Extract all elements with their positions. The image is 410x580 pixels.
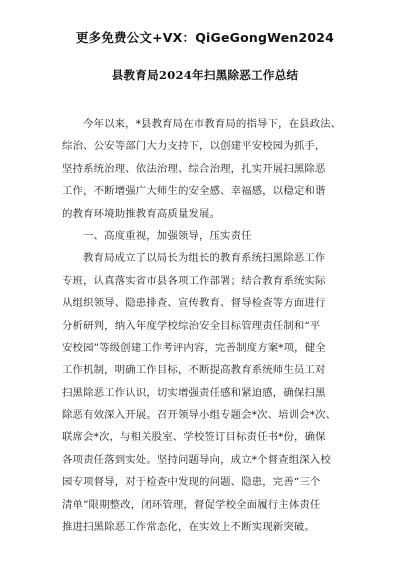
body-line: 各项责任落到实处。坚持问题导向，成立*个督查组深入校 [62, 453, 331, 466]
body-line: 联席会*次，与相关股室、学校签订目标责任书*份，确保 [62, 431, 326, 444]
body-line: 园专项督导，对于检查中发现的问题、隐患，完善“三个 [62, 476, 321, 489]
body-line: 专班，认真落实省市县各项工作部署；结合教育系统实际 [62, 274, 326, 287]
body-line: 综治、公安等部门大力支持下，以创建平安校园为抓手， [62, 140, 326, 153]
body-line: 除恶有效深入开展。召开领导小组专题会*次、培训会*次、 [62, 409, 337, 422]
body-line: 工作机制，明确工作目标，不断提高教育系统师生员工对 [62, 364, 326, 377]
document-title: 县教育局2024年扫黑除恶工作总结 [111, 68, 299, 82]
document-body [62, 113, 358, 538]
header-note: 更多免费公文+VX：QiGeGongWen2024 [75, 30, 335, 45]
body-line: 清单”限期整改，闭环管理，督促学校全面履行主体责任 [62, 498, 321, 511]
body-line: 扫黑除恶工作认识，切实增强责任感和紧迫感，确保扫黑 [62, 386, 326, 399]
body-line: 的教育环境助推教育高质量发展。 [62, 207, 221, 220]
body-line: 今年以来，*县教育局在市教育局的指导下，在县政法、 [83, 118, 342, 130]
body-line: 坚持系统治理、依法治理、综合治理，扎实开展扫黑除恶 [62, 162, 326, 175]
body-line: 一、高度重视，加强领导，压实责任 [83, 229, 252, 242]
body-line: 教育局成立了以局长为组长的教育系统扫黑除恶工作 [83, 252, 326, 265]
body-line: 从组织领导、隐患排查、宣传教育、督导检查等方面进行 [62, 297, 326, 310]
body-line: 工作，不断增强广大师生的安全感、幸福感，以稳定和谐 [62, 185, 326, 198]
body-line: 分析研判，纳入年度学校综治安全目标管理责任制和“平 [62, 319, 321, 332]
body-line: 推进扫黑除恶工作常态化，在实效上不断实现新突破。 [62, 521, 315, 534]
body-line: 安校园”等级创建工作考评内容，完善制度方案*项，健全 [62, 341, 326, 354]
